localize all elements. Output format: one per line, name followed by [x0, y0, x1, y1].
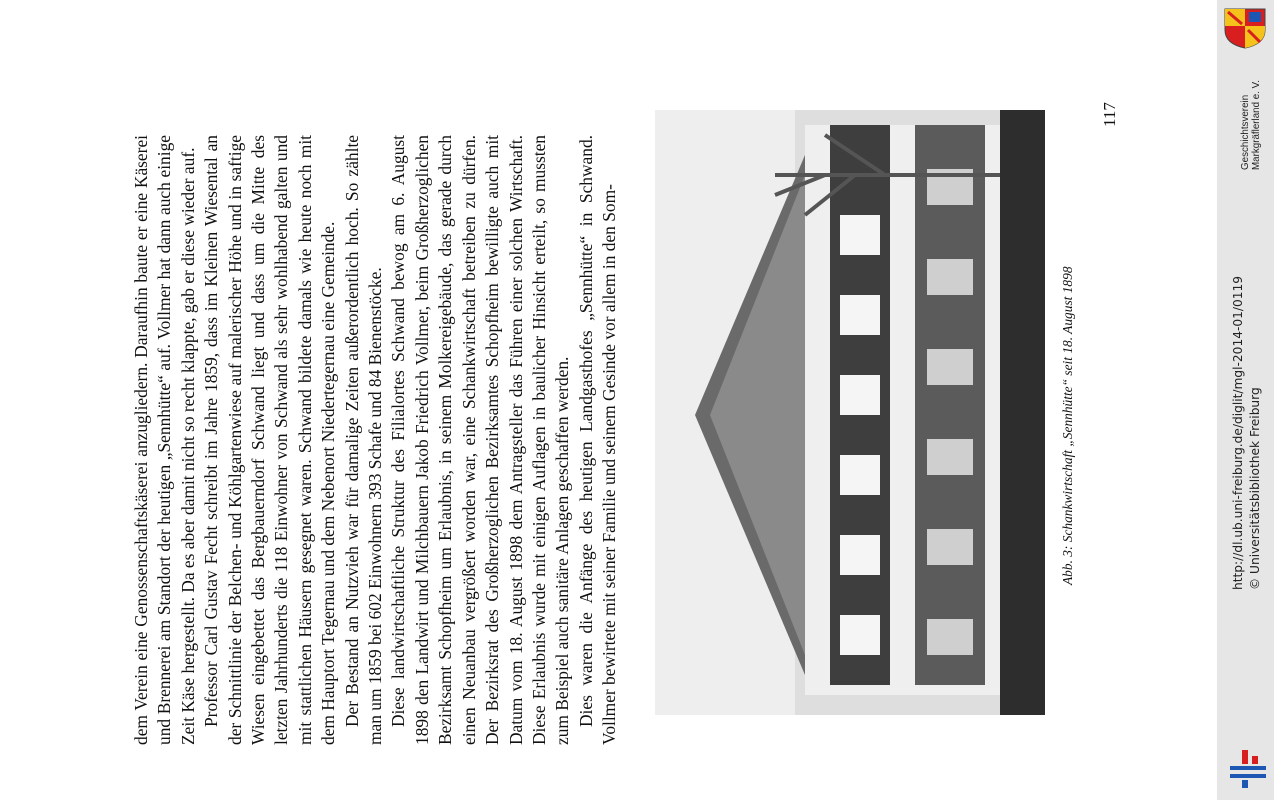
- paragraph: Dies waren die Anfänge des heutigen Landgasthofes „Sennhütte“ in Schwand. Vollmer bewirtete mit seiner Familie und seinem Gesinde vor allem in den Som-: [575, 135, 620, 745]
- paragraph: Der Bestand an Nutzvieh war für damalige Zeiten außerordentlich hoch. So zählte man um 1859 bei 602 Einwohnern 393 Schafe und 84 Bienenstöcke.: [341, 135, 386, 745]
- photo-illustration: [655, 110, 1045, 715]
- paragraph: Professor Carl Gustav Fecht schreibt im Jahre 1859, dass im Kleinen Wiesental an der Schnittlinie der Belchen- und Köhlgartenwiese auf malerischer Höhe und in saftige Wiesen eingebettet das Bergbauerndorf Schwand liegt und dass um die Mitte des letzten Jahrhunderts die 118 Einwohner von Schwand als sehr wohlhabend galten und mit stattlichen Häusern gesegnet waren. Schwand bildete damals wie heute noch mit dem Hauptort Tegernau und dem Nebenort Niedertegernau eine Gemeinde.: [201, 135, 339, 745]
- source-info: [1230, 190, 1264, 590]
- rotated-page: [60, 55, 1180, 745]
- association-line: Geschichtsverein: [1240, 94, 1251, 170]
- body-text: [130, 135, 622, 745]
- copyright-text: © Universitätsbibliothek Freiburg: [1248, 387, 1262, 590]
- association-name: [1240, 50, 1264, 170]
- historic-photo: [655, 110, 1045, 715]
- association-line: Markgräflerland e. V.: [1251, 79, 1262, 170]
- page-number: 117: [1100, 102, 1119, 127]
- source-url-link[interactable]: http://dl.ub.uni-freiburg.de/diglit/mgl-2014-01/0119: [1231, 276, 1245, 590]
- library-logo-icon: [1226, 746, 1270, 790]
- figure-caption: Abb. 3: Schankwirtschaft „Sennhütte“ seit 18. August 1898: [1060, 266, 1075, 585]
- paragraph: Diese landwirtschaftliche Struktur des Filialortes Schwand bewog am 6. August 1898 den Landwirt und Milchbauern Jakob Friedrich Vollmer, beim Großherzoglichen Bezirksamt Schopfheim um Erlaubnis, in seinem Molkereigebäude, das gerade durch einen Neuanbau vergrößert worden war, eine Schankwirtschaft betreiben zu dürfen. Der Bezirksrat des Großherzoglichen Bezirksamtes Schopfheim bewilligte auch mit Datum vom 18. August 1898 dem Antragsteller das Führen einer solchen Wirtschaft. Diese Erlaubnis wurde mit einigen Auflagen in baulicher Hinsicht erteilt, so mussten zum Beispiel auch sanitäre Anlagen geschaffen werden.: [388, 135, 573, 745]
- coat-of-arms-icon: [1222, 6, 1268, 50]
- paragraph: dem Verein eine Genossenschaftskäserei anzugliedern. Daraufhin baute er eine Käserei und Brennerei am Standort der heutigen „Sennhütte“ auf. Vollmer hat dann auch einige Zeit Käse hergestellt. Da es aber damit nicht so recht klappte, gab er diese wieder auf.: [131, 135, 198, 745]
